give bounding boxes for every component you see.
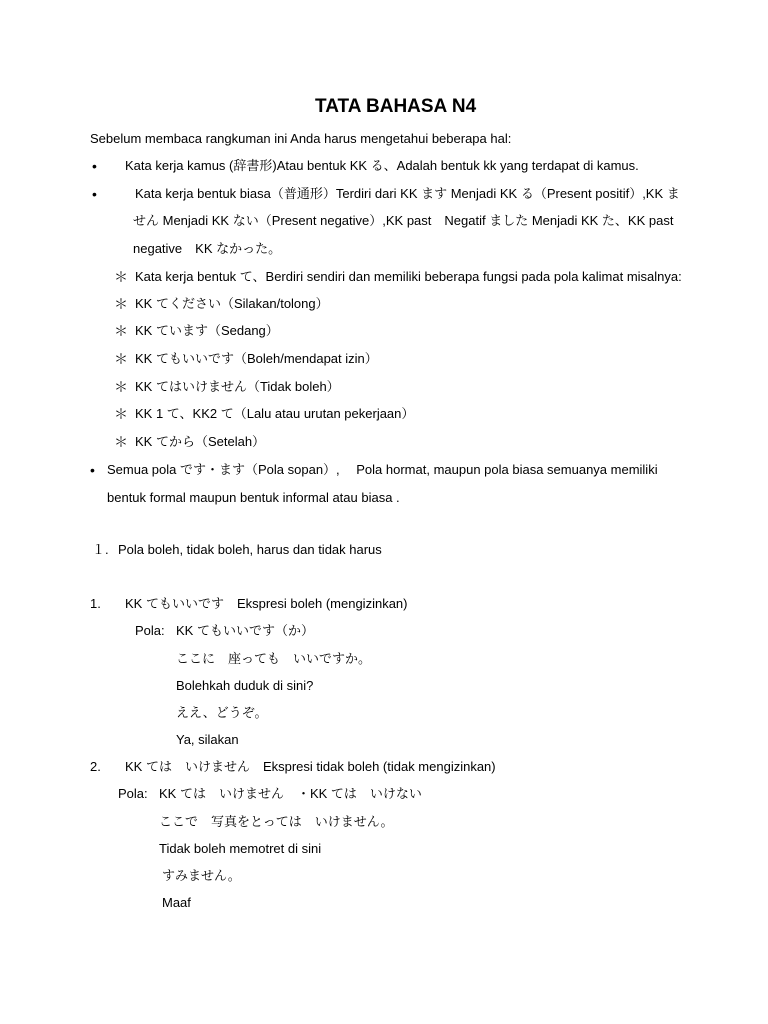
bullet-marker: • [90, 462, 95, 478]
bullet-text: Semua pola です・ます（Pola sopan）, Pola hormat, maupun pola biasa semuanya memiliki [107, 462, 658, 477]
pola-text: KK てもいいです（か） [176, 623, 314, 638]
example-translation: Bolehkah duduk di sini? [176, 678, 314, 693]
example-translation: Tidak boleh memotret di sini [159, 841, 322, 856]
star-marker: ＊ [114, 323, 128, 339]
item-heading: KK てもいいです Ekspresi boleh (mengizinkan) [125, 596, 408, 611]
example-translation: Ya, silakan [176, 732, 239, 747]
bullet-marker: • [92, 186, 97, 202]
bullet-marker: • [92, 158, 97, 174]
star-item-text: KK てから（Setelah） [135, 434, 266, 449]
example-japanese: ここで 写真をとっては いけません。 [159, 814, 394, 829]
pola-label: Pola: [118, 786, 148, 801]
section-heading: Pola boleh, tidak boleh, harus dan tidak harus [118, 542, 382, 557]
star-item-text: KK 1 て、KK2 て（Lalu atau urutan pekerjaan） [135, 406, 415, 421]
section-number: １. [92, 542, 109, 557]
star-marker: ＊ [114, 434, 128, 450]
example-translation: Maaf [162, 895, 191, 910]
example-japanese: すみません。 [162, 868, 241, 883]
intro-text: Sebelum membaca rangkuman ini Anda harus mengetahui beberapa hal: [90, 131, 512, 146]
bullet-text-continuation: bentuk formal maupun bentuk informal atau biasa . [107, 490, 400, 505]
example-japanese: ええ、どうぞ。 [176, 705, 268, 720]
star-marker: ＊ [114, 379, 128, 395]
star-item-text: KK てください（Silakan/tolong） [135, 296, 329, 311]
item-number: 1. [90, 596, 101, 611]
star-marker: ＊ [114, 269, 128, 285]
bullet-text: Kata kerja bentuk biasa（普通形）Terdiri dari KK ます Menjadi KK る（Present positif）,KK ま [135, 186, 680, 201]
bullet-text-continuation: negative KK なかった。 [133, 241, 282, 256]
star-item-text: KK てもいいです（Boleh/mendapat izin） [135, 351, 378, 366]
example-japanese: ここに 座っても いいですか。 [176, 651, 372, 666]
bullet-text-continuation: せん Menjadi KK ない（Present negative）,KK past Negatif ました Menjadi KK た、KK past [133, 213, 674, 228]
star-marker: ＊ [114, 406, 128, 422]
page-title: TATA BAHASA N4 [315, 96, 477, 117]
star-item-text: KK てはいけません（Tidak boleh） [135, 379, 340, 394]
pola-text: KK ては いけません ・KK ては いけない [159, 786, 422, 801]
item-heading: KK ては いけません Ekspresi tidak boleh (tidak mengizinkan) [125, 759, 496, 774]
star-item-text: KK ています（Sedang） [135, 323, 279, 338]
item-number: 2. [90, 759, 101, 774]
star-marker: ＊ [114, 351, 128, 367]
star-item-text: Kata kerja bentuk て、Berdiri sendiri dan memiliki beberapa fungsi pada pola kalimat misalnya: [135, 269, 682, 284]
pola-label: Pola: [135, 623, 165, 638]
star-marker: ＊ [114, 296, 128, 312]
bullet-text: Kata kerja kamus (辞書形)Atau bentuk KK る、Adalah bentuk kk yang terdapat di kamus. [125, 158, 639, 173]
